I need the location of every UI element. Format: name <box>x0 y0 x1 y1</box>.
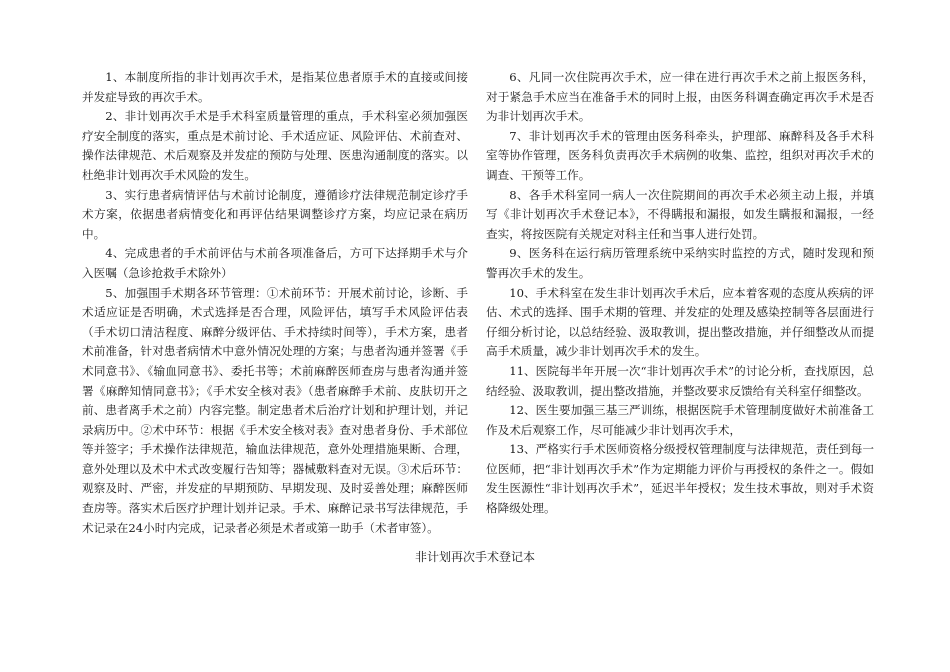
left-column <box>82 68 468 538</box>
right-column <box>486 68 874 519</box>
clause-13: 13、严格实行手术医师资格分级授权管理制度与法律规范，责任到每一位医师，把“非计划再次手术”作为定期能力评价与再授权的条件之一。假如发生医源性“非计划再次手术”，延迟半年授权；发生技术事故，则对手术资格降级处理。 <box>486 442 874 516</box>
clause-1: 1、本制度所指的非计划再次手术，是指某位患者原手术的直接或间接并发症导致的再次手术。 <box>82 70 468 104</box>
clause-3: 3、实行患者病情评估与术前讨论制度，遵循诊疗法律规范制定诊疗手术方案，依据患者病情变化和再评估结果调整诊疗方案，均应记录在病历中。 <box>82 187 468 241</box>
clause-2: 2、非计划再次手术是手术科室质量管理的重点，手术科室必须加强医疗安全制度的落实，重点是术前讨论、手术适应证、风险评估、术前查对、操作法律规范、术后观察及并发症的预防与处理、医患沟通制度的落实。以杜绝非计划再次手术风险的发生。 <box>82 109 468 182</box>
clause-10: 10、手术科室在发生非计划再次手术后，应本着客观的态度从疾病的评估、术式的选择、围手术期的管理、并发症的处理及感染控制等各层面进行仔细分析讨论，以总结经验、汲取教训，提出整改措施，并仔细整改从而提高手术质量，减少非计划再次手术的发生。 <box>486 285 874 359</box>
clause-7: 7、非计划再次手术的管理由医务科牵头，护理部、麻醉科及各手术科室等协作管理，医务科负责再次手术病例的收集、监控，组织对再次手术的调查、干预等工作。 <box>486 128 874 182</box>
clause-12: 12、医生要加强三基三严训练，根据医院手术管理制度做好术前准备工作及术后观察工作，尽可能减少非计划再次手术， <box>486 403 874 437</box>
register-caption: 非计划再次手术登记本 <box>414 550 535 564</box>
clause-6: 6、凡同一次住院再次手术，应一律在进行再次手术之前上报医务科，对于紧急手术应当在准备手术的同时上报，由医务科调查确定再次手术是否为非计划再次手术。 <box>486 70 874 124</box>
clause-11: 11、医院每半年开展一次“非计划再次手术”的讨论分析，查找原因，总结经验、汲取教训，提出整改措施，并整改要求反馈给有关科室仔细整改。 <box>486 363 874 398</box>
clause-4: 4、完成患者的手术前评估与术前各项准备后，方可下达择期手术与介入医嘱（急诊抢救手术除外） <box>82 246 468 280</box>
clause-9: 9、医务科在运行病历管理系统中采纳实时监控的方式，随时发现和预警再次手术的发生。 <box>486 246 874 280</box>
clause-8: 8、各手术科室同一病人一次住院期间的再次手术必须主动上报，并填写《非计划再次手术登记本》，不得瞒报和漏报，如发生瞒报和漏报，一经查实，将按医院有关规定对科主任和当事人进行处罚。 <box>486 187 874 241</box>
clause-5: 5、加强围手术期各环节管理：①术前环节：开展术前讨论，诊断、手术适应证是否明确，术式选择是否合理，风险评估，填写手术风险评估表（手术切口清洁程度、麻醉分级评估、手术持续时间等），手术方案，患者术前准备，针对患者病情术中意外情况处理的方案；与患者沟通并签署《手术同意书》、《输血同意书》、委托书等；术前麻醉医师查房与患者沟通并签署《麻醉知情同意书》；《手术安全核对表》（患者麻醉手术前、皮肤切开之前、患者离手术之前）内容完整。制定患者术后治疗计划和护理计划，并记录病历中。②术中环节：根据《手术安全核对表》查对患者身份、手术部位等并签字；手术操作法律规范，输血法律规范，意外处理措施果断、合理，意外处理以及术中术式改变履行告知等；器械敷料查对无误。③术后环节：观察及时、严密，并发症的早期预防、早期发现、及时妥善处理；麻醉医师查房等。落实术后医疗护理计划并记录。手术、麻醉记录书写法律规范，手术记录在24小时内完成，记录者必须是术者或第一助手（术者审签）。 <box>82 285 468 535</box>
